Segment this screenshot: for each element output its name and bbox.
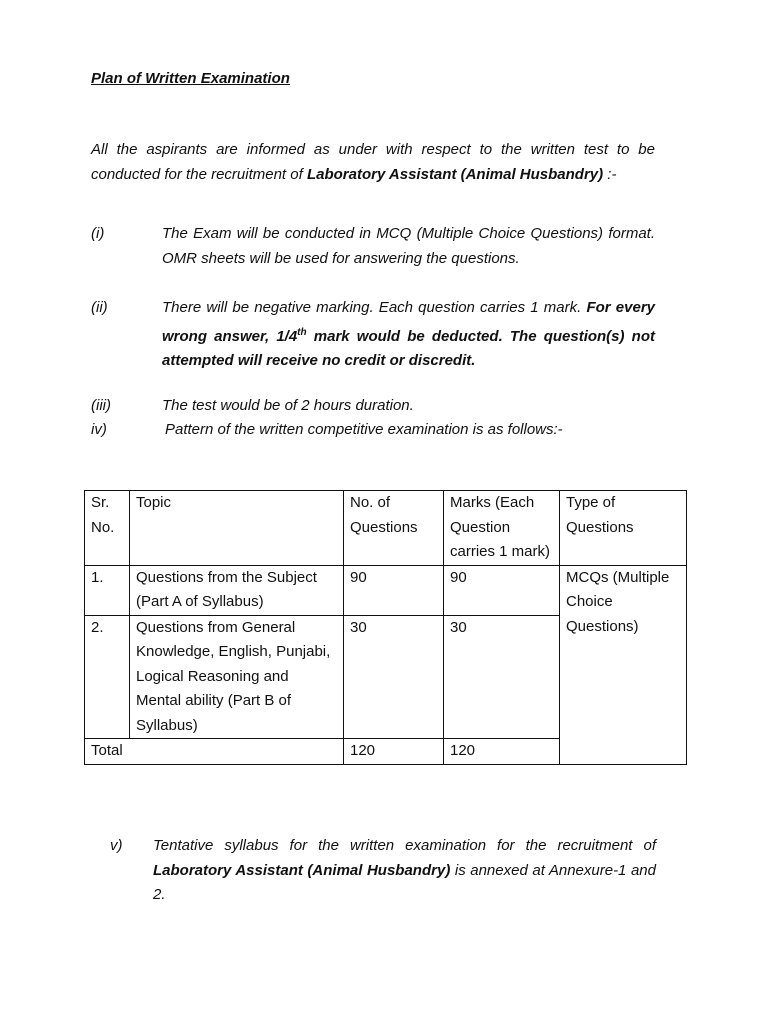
total-num-questions: 120 <box>344 739 444 765</box>
intro-suffix: :- <box>603 165 617 183</box>
item5-suffix: is annexed at Annexure-1 and 2. <box>153 861 656 903</box>
item-text <box>162 296 655 374</box>
item5-text: Tentative syllabus for the written examination for the recruitment of <box>153 837 656 854</box>
cell-sr: 1. <box>85 565 130 615</box>
table-row <box>85 565 687 615</box>
list-item <box>110 834 656 908</box>
bold-pre: For every wrong answer, 1/4 <box>162 299 655 345</box>
cell-num-questions: 90 <box>344 565 444 615</box>
item-text-plain: There will be negative marking. Each question carries 1 mark. <box>162 299 587 316</box>
bold-sup: th <box>297 326 307 338</box>
exam-pattern-table <box>84 490 687 765</box>
list-item <box>91 418 655 443</box>
total-label: Total <box>85 739 344 765</box>
header-marks: Marks (Each Question carries 1 mark) <box>444 491 560 566</box>
intro-paragraph <box>91 138 655 187</box>
item-number: v) <box>110 837 123 854</box>
header-num-questions: No. of Questions <box>344 491 444 566</box>
post-name: Laboratory Assistant (Animal Husbandry) <box>153 861 451 879</box>
intro-text: All the aspirants are informed as under with respect to the written test to be conducted for the recruitment of <box>91 141 655 183</box>
list-item <box>91 394 655 419</box>
total-marks: 120 <box>444 739 560 765</box>
cell-type: MCQs (Multiple Choice Questions) <box>560 565 687 764</box>
item-text: The Exam will be conducted in MCQ (Multiple Choice Questions) format. OMR sheets will be used for answering the questions. <box>162 225 655 267</box>
cell-num-questions: 30 <box>344 615 444 739</box>
item-number: (i) <box>91 225 105 242</box>
item-text: Pattern of the written competitive examination is as follows:- <box>165 421 563 438</box>
cell-sr: 2. <box>85 615 130 739</box>
item-number: (ii) <box>91 299 108 316</box>
list-item <box>91 296 655 374</box>
cell-topic: Questions from General Knowledge, English, Punjabi, Logical Reasoning and Mental ability (Part B of Syllabus) <box>130 615 344 739</box>
item-text <box>153 834 656 908</box>
cell-marks: 90 <box>444 565 560 615</box>
list-item <box>91 222 655 271</box>
post-name: Laboratory Assistant (Animal Husbandry) <box>306 165 604 183</box>
header-sr: Sr. No. <box>85 491 130 566</box>
item-text: The test would be of 2 hours duration. <box>162 397 414 414</box>
table-header-row <box>85 491 687 566</box>
header-type: Type of Questions <box>560 491 687 566</box>
cell-topic: Questions from the Subject (Part A of Syllabus) <box>130 565 344 615</box>
cell-marks: 30 <box>444 615 560 739</box>
item-number: iv) <box>91 421 107 438</box>
bold-post: mark would be deducted. The question(s) not attempted will receive no credit or discredit. <box>162 327 655 369</box>
header-topic: Topic <box>130 491 344 566</box>
item-number: (iii) <box>91 397 111 414</box>
page-title: Plan of Written Examination <box>91 70 290 87</box>
